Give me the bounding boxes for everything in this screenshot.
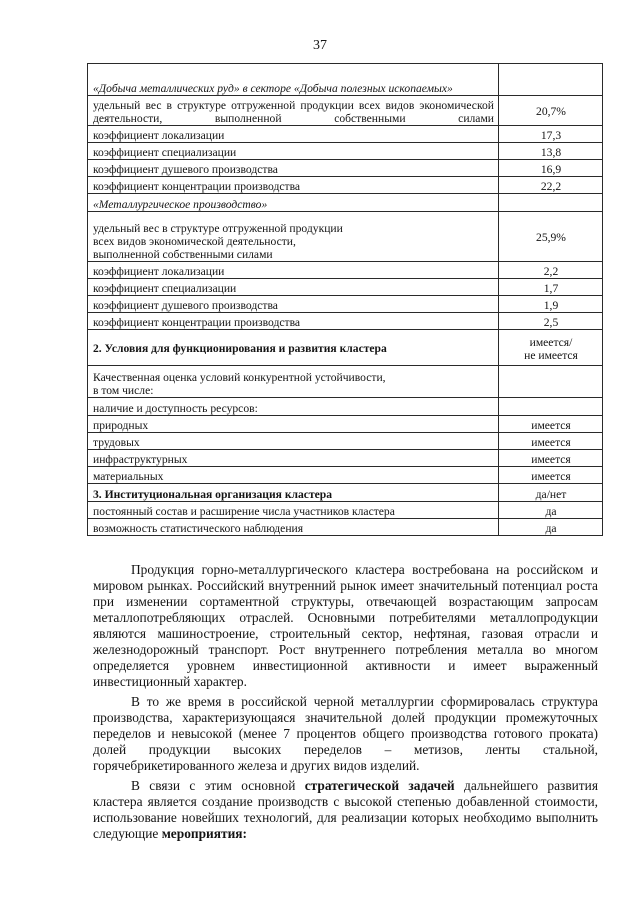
row-label: материальных bbox=[88, 467, 499, 484]
table-row bbox=[88, 330, 603, 366]
table-row bbox=[88, 64, 603, 96]
row-value bbox=[499, 366, 603, 398]
emphasis-strategic-task: стратегической задачей bbox=[304, 778, 455, 793]
row-label: «Металлургическое производство» bbox=[88, 194, 499, 212]
row-label: коэффициент душевого производства bbox=[88, 160, 499, 177]
emphasis-measures: мероприятия: bbox=[161, 826, 248, 841]
row-label: 3. Институциональная организация кластера bbox=[88, 484, 499, 502]
row-value: 25,9% bbox=[499, 212, 603, 262]
row-value: да bbox=[499, 502, 603, 519]
table-row bbox=[88, 502, 603, 519]
row-label: природных bbox=[88, 416, 499, 433]
row-value: 1,7 bbox=[499, 279, 603, 296]
table-row bbox=[88, 194, 603, 212]
table-row bbox=[88, 262, 603, 279]
paragraph-text: В связи с этим основной bbox=[131, 778, 305, 793]
row-value: имеется bbox=[499, 416, 603, 433]
table-row bbox=[88, 296, 603, 313]
paragraph: Продукция горно-металлургического кластера востребована на российском и мировом рынках. Российский внутренний рынок имеет значительный потенциал роста при изменении сортаментной структуры, отвечающей возрастающим запросам металлопотребляющих отраслей. Основными потребителями металлопродукции являются машиностроение, строительный сектор, нефтяная, газовая отрасли и железнодорожный транспорт. Рост внутреннего потребления металла во многом определяется уровнем инвестиционной активности и имеет выраженный инвестиционный характер. bbox=[93, 562, 598, 689]
paragraph-text: дальнейшего развития кластера является создание производств с высокой степенью добавленной стоимости, использование новейших технологий, для реализации которых необходимо выполнить следующие bbox=[93, 778, 598, 841]
row-label: коэффициент локализации bbox=[88, 262, 499, 279]
row-label: постоянный состав и расширение числа участников кластера bbox=[88, 502, 499, 519]
paragraph: В то же время в российской черной металлургии сформировалась структура производства, характеризующаяся значительной долей продукции промежуточных переделов и невысокой (менее 7 процентов общего производства готового проката) долей продукции высоких переделов – метизов, ленты стальной, горячебрикетированного железа и других видов изделий. bbox=[93, 694, 598, 773]
table-row bbox=[88, 366, 603, 398]
row-label: «Добыча металлических руд» в секторе «Добыча полезных ископаемых» bbox=[88, 64, 499, 96]
row-value: 22,2 bbox=[499, 177, 603, 194]
row-label: Качественная оценка условий конкурентной устойчивости, в том числе: bbox=[88, 366, 499, 398]
row-label: удельный вес в структуре отгруженной продукции всех видов экономической деятельности, выполненной собственными силами bbox=[88, 96, 499, 126]
row-value: 13,8 bbox=[499, 143, 603, 160]
row-label: удельный вес в структуре отгруженной продукции всех видов экономической деятельности, выполненной собственными силами bbox=[88, 212, 499, 262]
row-value: да bbox=[499, 519, 603, 536]
row-label: возможность статистического наблюдения bbox=[88, 519, 499, 536]
row-label: коэффициент специализации bbox=[88, 279, 499, 296]
table-row bbox=[88, 467, 603, 484]
table-row bbox=[88, 160, 603, 177]
row-value bbox=[499, 194, 603, 212]
table-row bbox=[88, 398, 603, 416]
row-label: 2. Условия для функционирования и развития кластера bbox=[88, 330, 499, 366]
row-value: да/нет bbox=[499, 484, 603, 502]
row-value: 17,3 bbox=[499, 126, 603, 143]
row-label: инфраструктурных bbox=[88, 450, 499, 467]
row-label: наличие и доступность ресурсов: bbox=[88, 398, 499, 416]
table-row bbox=[88, 519, 603, 536]
page-number: 37 bbox=[313, 38, 327, 53]
table-row bbox=[88, 96, 603, 126]
row-value: имеется bbox=[499, 433, 603, 450]
row-label: коэффициент концентрации производства bbox=[88, 313, 499, 330]
row-value: имеется bbox=[499, 467, 603, 484]
table-row bbox=[88, 416, 603, 433]
table-row bbox=[88, 212, 603, 262]
row-label: трудовых bbox=[88, 433, 499, 450]
row-value: 16,9 bbox=[499, 160, 603, 177]
row-label: коэффициент душевого производства bbox=[88, 296, 499, 313]
table-row bbox=[88, 484, 603, 502]
table-row bbox=[88, 433, 603, 450]
table-row bbox=[88, 313, 603, 330]
row-label: коэффициент специализации bbox=[88, 143, 499, 160]
body-text bbox=[93, 562, 598, 846]
row-value: имеется bbox=[499, 450, 603, 467]
indicators-table bbox=[87, 63, 603, 536]
table-row bbox=[88, 126, 603, 143]
table-row bbox=[88, 177, 603, 194]
row-value: имеется/ не имеется bbox=[499, 330, 603, 366]
row-value: 1,9 bbox=[499, 296, 603, 313]
paragraph bbox=[93, 778, 598, 842]
row-label: коэффициент локализации bbox=[88, 126, 499, 143]
row-value bbox=[499, 64, 603, 96]
table-row bbox=[88, 450, 603, 467]
row-value: 2,5 bbox=[499, 313, 603, 330]
table-row bbox=[88, 143, 603, 160]
row-value: 20,7% bbox=[499, 96, 603, 126]
row-value bbox=[499, 398, 603, 416]
row-value: 2,2 bbox=[499, 262, 603, 279]
row-label: коэффициент концентрации производства bbox=[88, 177, 499, 194]
table-row bbox=[88, 279, 603, 296]
